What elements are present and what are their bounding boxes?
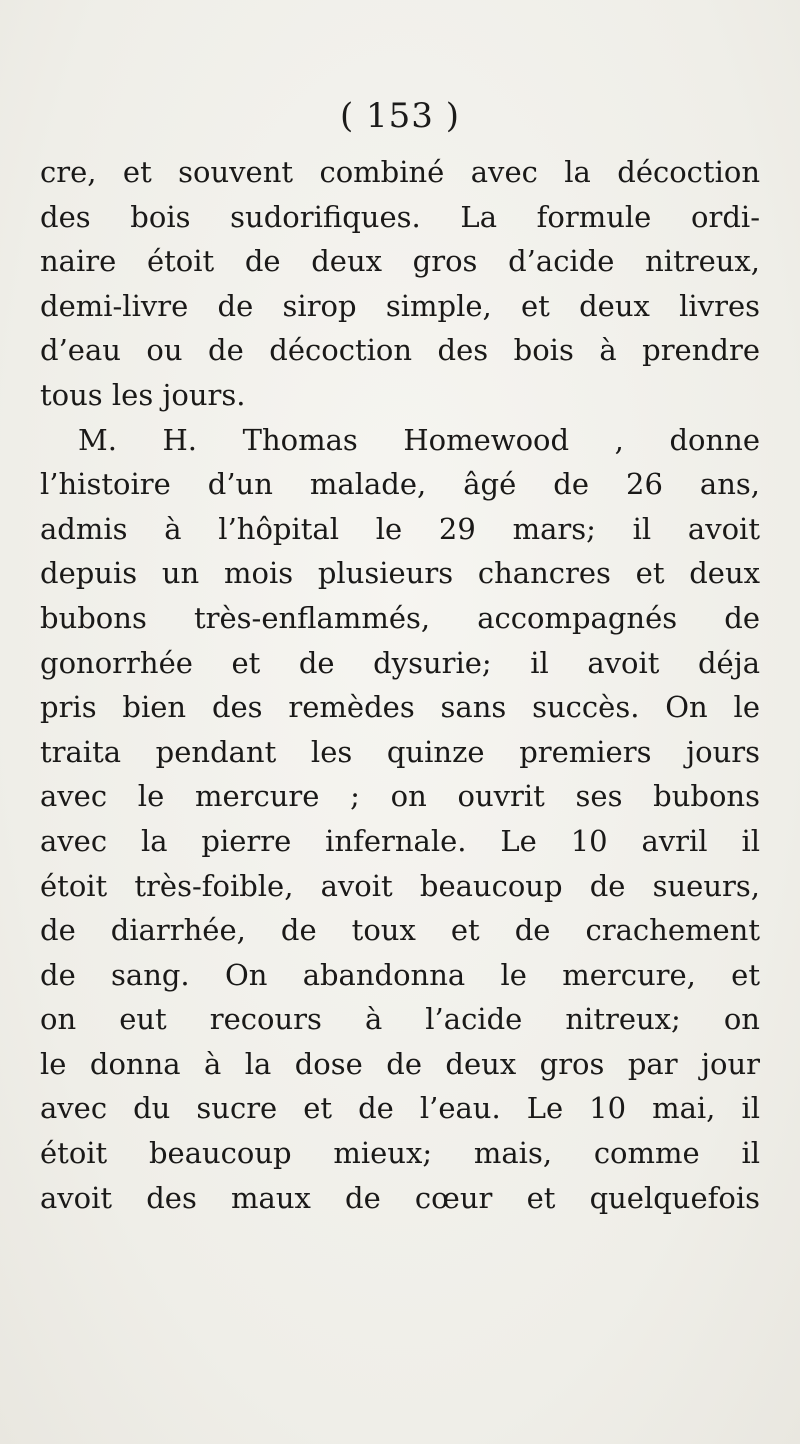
text-line: étoit très-foible, avoit beaucoup de sueurs, [40, 868, 760, 903]
text-line: depuis un mois plusieurs chancres et deux [40, 556, 760, 591]
text-line: bubons très-enflammés, accompagnés de [40, 600, 760, 635]
text-line: avec du sucre et de l’eau. Le 10 mai, il [40, 1091, 760, 1126]
text-line: avec le mercure ; on ouvrit ses bubons [40, 779, 760, 814]
text-line: cre, et souvent combiné avec la décoction [40, 155, 760, 189]
text-line: pris bien des remèdes sans succès. On le [40, 690, 760, 725]
text-line: demi-livre de sirop simple, et deux livres [40, 288, 760, 323]
text-line: des bois sudorifiques. La formule ordi- [40, 199, 760, 234]
text-line: admis à l’hôpital le 29 mars; il avoit [40, 511, 760, 546]
text-line: de sang. On abandonna le mercure, et [40, 957, 760, 992]
text-line: M. H. Thomas Homewood , donne [78, 422, 760, 457]
text-line: traita pendant les quinze premiers jours [40, 734, 760, 769]
text-line: tous les jours. [40, 377, 246, 412]
text-line: l’histoire d’un malade, âgé de 26 ans, [40, 467, 760, 502]
text-line: on eut recours à l’acide nitreux; on [40, 1002, 760, 1037]
text-line: avec la pierre infernale. Le 10 avril il [40, 823, 760, 858]
text-line: le donna à la dose de deux gros par jour [40, 1046, 760, 1081]
body-text [40, 150, 760, 1220]
text-line: d’eau ou de décoction des bois à prendre [40, 333, 760, 368]
text-line: naire étoit de deux gros d’acide nitreux, [40, 244, 760, 279]
text-line: gonorrhée et de dysurie; il avoit déja [40, 645, 760, 680]
text-line: étoit beaucoup mieux; mais, comme il [40, 1136, 760, 1171]
page-number: ( 153 ) [339, 96, 461, 136]
text-line: de diarrhée, de toux et de crachement [40, 913, 760, 948]
text-line: avoit des maux de cœur et quelquefois [40, 1180, 760, 1215]
